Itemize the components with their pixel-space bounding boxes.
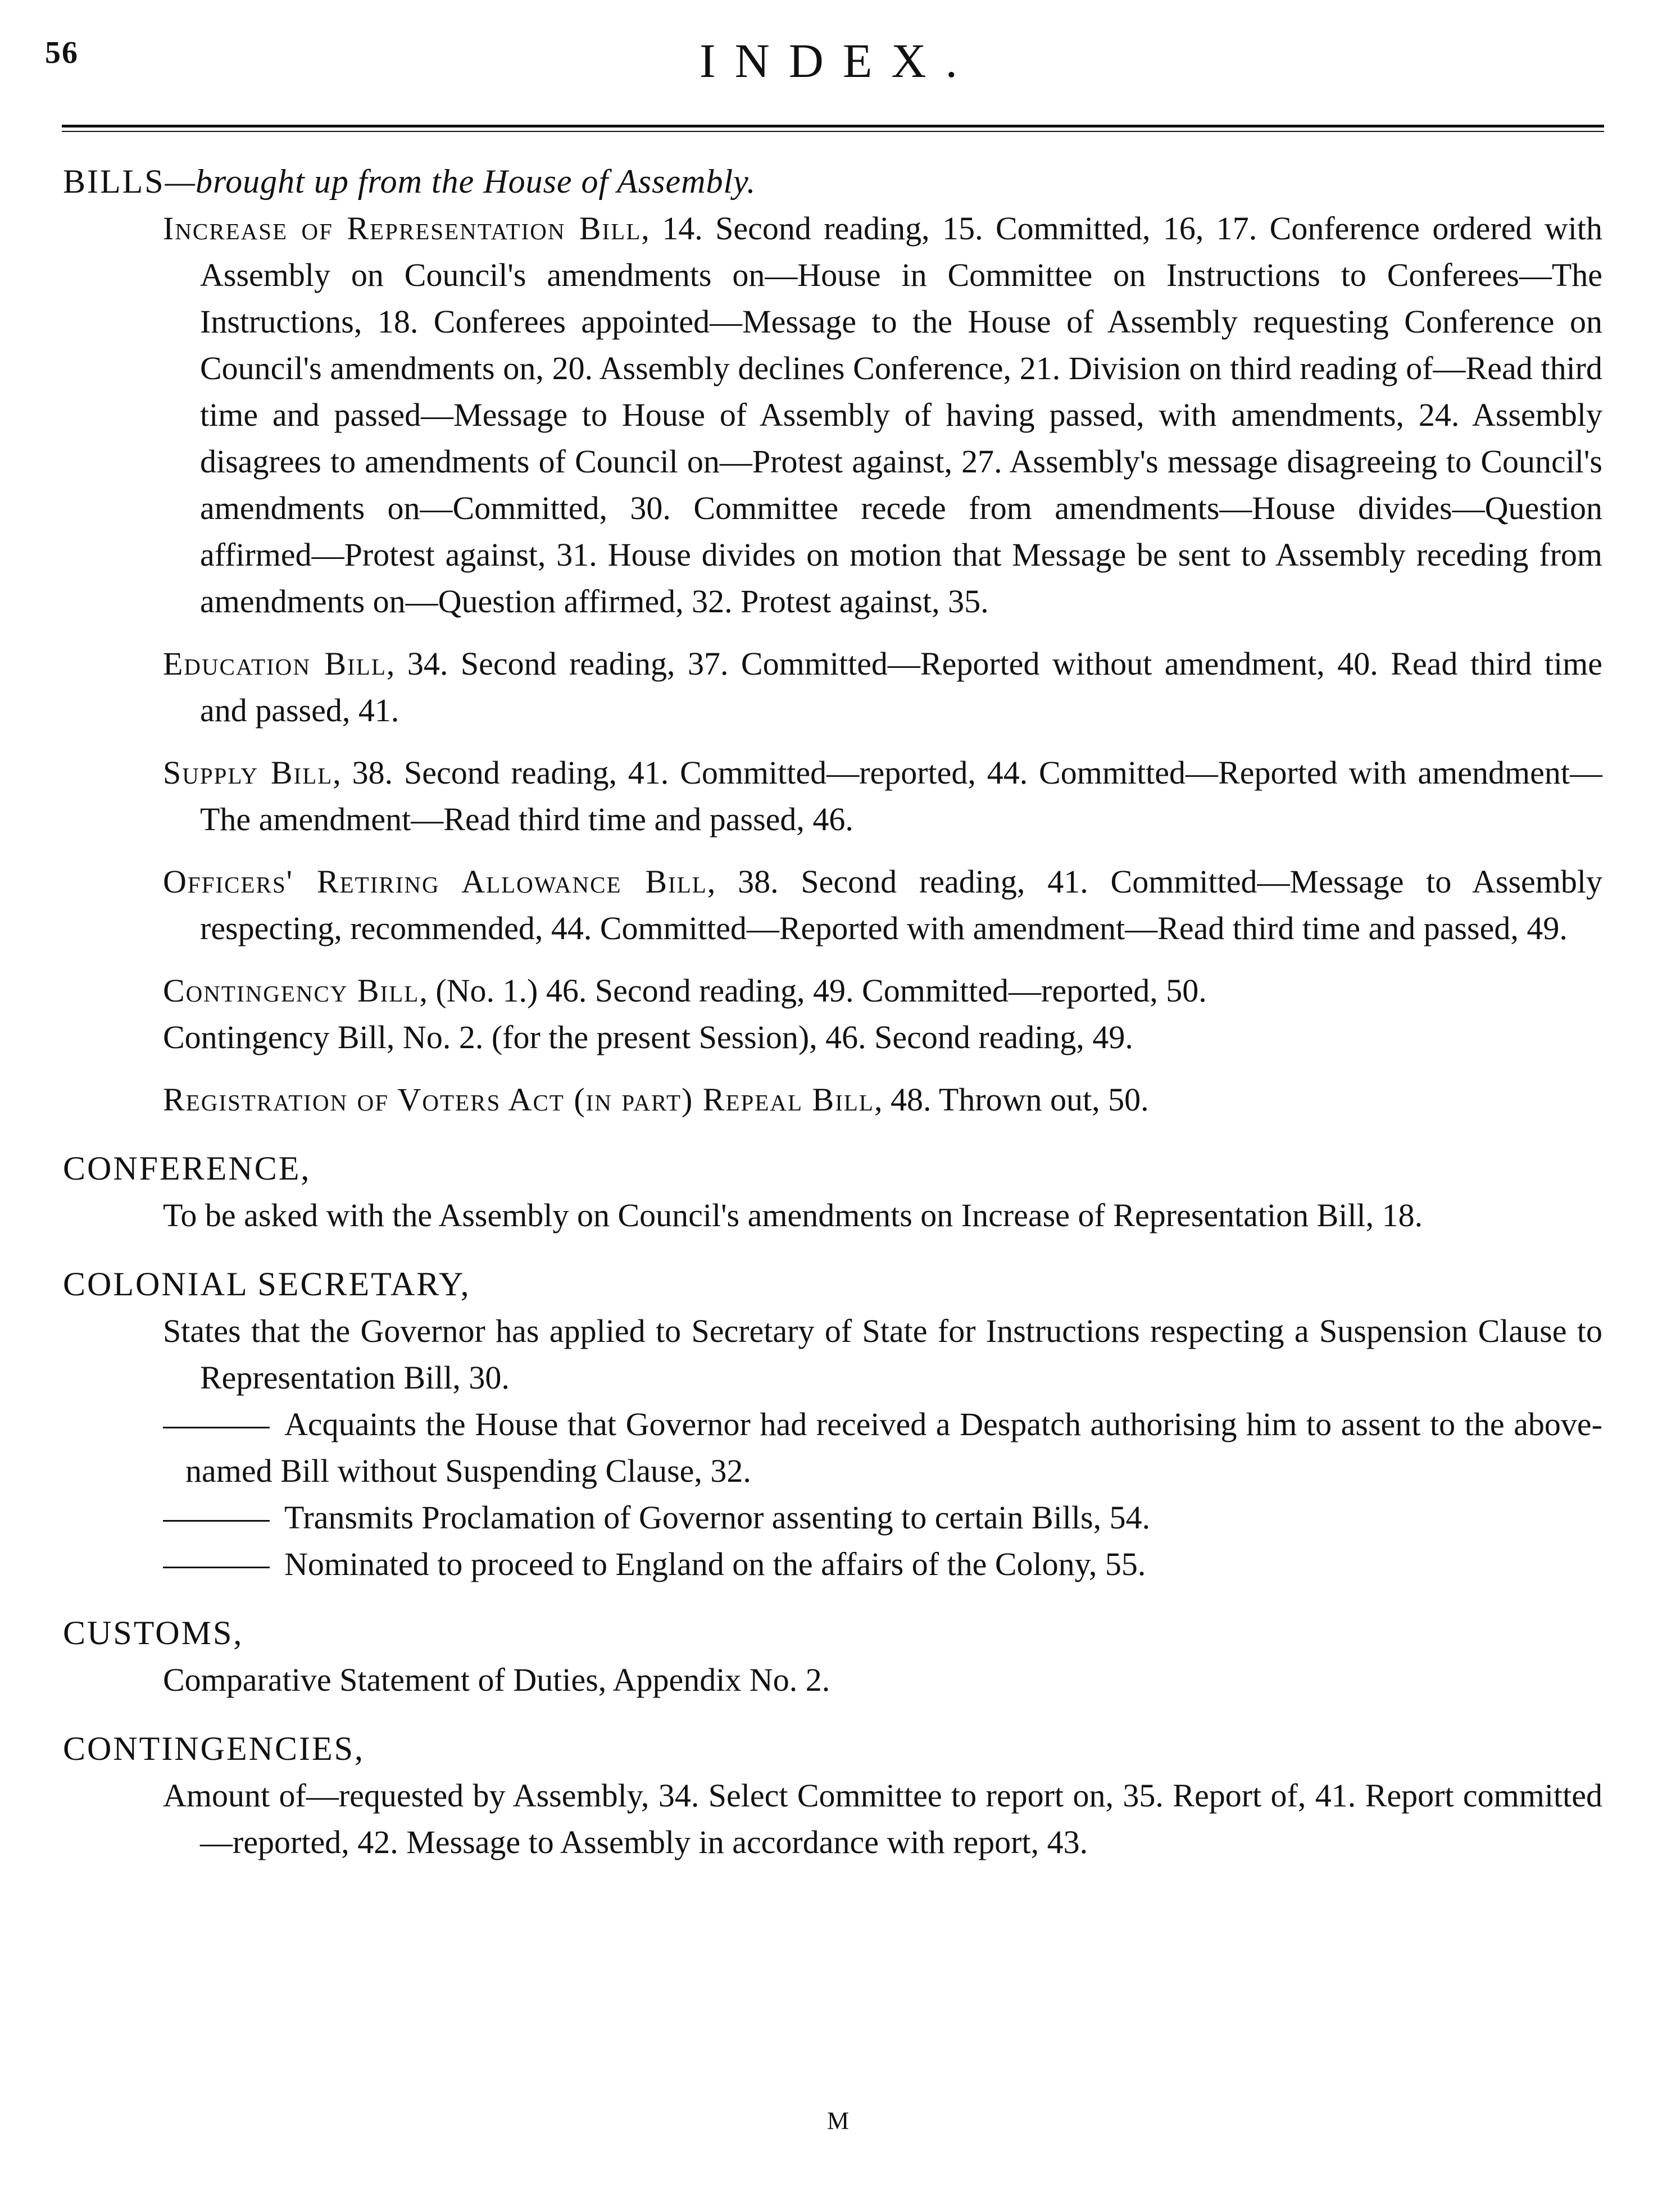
entry-name: Contingency Bill bbox=[163, 972, 420, 1009]
index-entry-colonial-secretary-4 bbox=[163, 1541, 1602, 1587]
section-heading-contingencies: CONTINGENCIES, bbox=[63, 1730, 365, 1767]
index-entry-contingencies: Amount of—requested by Assembly, 34. Select Committee to report on, 35. Report of, 41. Report committed—reported, 42. Message to Assembly in accordance with report, 43. bbox=[163, 1777, 1602, 1860]
header-rule bbox=[62, 125, 1604, 132]
section-heading-conference: CONFERENCE, bbox=[63, 1150, 311, 1187]
page-number: 56 bbox=[45, 35, 79, 70]
heading-bills-subtitle: —brought up from the House of Assembly. bbox=[165, 163, 756, 200]
entry-text: Nominated to proceed to England on the affairs of the Colony, 55. bbox=[284, 1546, 1146, 1582]
entry-text: Transmits Proclamation of Governor assenting to certain Bills, 54. bbox=[284, 1499, 1151, 1536]
entry-text: , 38. Second reading, 41. Committed—Message to Assembly respecting, recommended, 44. Committed—Reported with amendment—Read third time and passed, 49. bbox=[200, 863, 1602, 946]
entry-name: Officers' Retiring Allowance Bill bbox=[163, 863, 707, 900]
heading-bills-label: BILLS bbox=[63, 163, 165, 200]
index-content bbox=[63, 158, 1602, 1865]
entry-name: Registration of Voters Act (in part) Repeal Bill bbox=[163, 1081, 874, 1118]
entry-text: , (No. 1.) 46. Second reading, 49. Committed—reported, 50. bbox=[419, 972, 1207, 1009]
entry-name: Supply Bill bbox=[163, 754, 333, 791]
entry-text: , 34. Second reading, 37. Committed—Reported without amendment, 40. Read third time and passed, 41. bbox=[200, 645, 1602, 729]
index-entry-increase-of-representation-bill bbox=[163, 205, 1602, 625]
section-heading-bills bbox=[63, 158, 1602, 205]
index-entry-officers-retiring-allowance-bill bbox=[163, 858, 1602, 952]
entry-text: Contingency Bill, No. 2. (for the present Session), 46. Second reading, 49. bbox=[163, 1019, 1133, 1055]
index-entry-contingency-bill-no-1 bbox=[163, 967, 1602, 1014]
entry-text: , 14. Second reading, 15. Committed, 16, 17. Conference ordered with Assembly on Council's amendments on—House in Committee on Instructions to Conferees—The Instructions, 18. Conferees appointed—Message to the House of Assembly requesting Conference on Council's amendments on, 20. Assembly declines Conference, 21. Division on third reading of—Read third time and passed—Message to House of Assembly of having passed, with amendments, 24. Assembly disagrees to amendments of Council on—Protest against, 27. Assembly's message disagreeing to Council's amendments on—Committed, 30. Committee recede from amendments—House divides—Question affirmed—Protest against, 31. House divides on motion that Message be sent to Assembly receding from amendments on—Question affirmed, 32. Protest against, 35. bbox=[200, 210, 1602, 620]
ditto-dash bbox=[163, 1567, 270, 1568]
page-title: INDEX. bbox=[700, 34, 976, 88]
index-entry-customs: Comparative Statement of Duties, Appendix No. 2. bbox=[163, 1662, 830, 1698]
entry-text: Acquaints the House that Governor had received a Despatch authorising him to assent to the above-named Bill without Suspending Clause, 32. bbox=[185, 1406, 1602, 1489]
entry-name: Education Bill bbox=[163, 645, 387, 682]
index-entry-colonial-secretary-1: States that the Governor has applied to Secretary of State for Instructions respecting a Suspension Clause to Representation Bill, 30. bbox=[163, 1313, 1602, 1396]
section-heading-colonial-secretary: COLONIAL SECRETARY, bbox=[63, 1266, 471, 1303]
index-entry-supply-bill bbox=[163, 749, 1602, 843]
index-entry-colonial-secretary-3 bbox=[163, 1494, 1602, 1541]
index-entry-education-bill bbox=[163, 640, 1602, 734]
index-entry-registration-of-voters-repeal-bill bbox=[163, 1076, 1602, 1123]
index-entry-contingency-bill-no-2 bbox=[163, 1014, 1602, 1061]
entry-text: , 48. Thrown out, 50. bbox=[874, 1081, 1149, 1118]
section-heading-customs: CUSTOMS, bbox=[63, 1614, 244, 1651]
ditto-dash bbox=[163, 1427, 270, 1428]
ditto-dash bbox=[163, 1520, 270, 1522]
entry-text: , 38. Second reading, 41. Committed—reported, 44. Committed—Reported with amendment—The amendment—Read third time and passed, 46. bbox=[200, 754, 1602, 838]
index-entry-colonial-secretary-2 bbox=[163, 1401, 1602, 1494]
signature-mark: M bbox=[826, 2107, 850, 2134]
index-entry-conference: To be asked with the Assembly on Council's amendments on Increase of Representation Bill, 18. bbox=[163, 1197, 1423, 1234]
entry-name: Increase of Representation Bill bbox=[163, 210, 642, 247]
